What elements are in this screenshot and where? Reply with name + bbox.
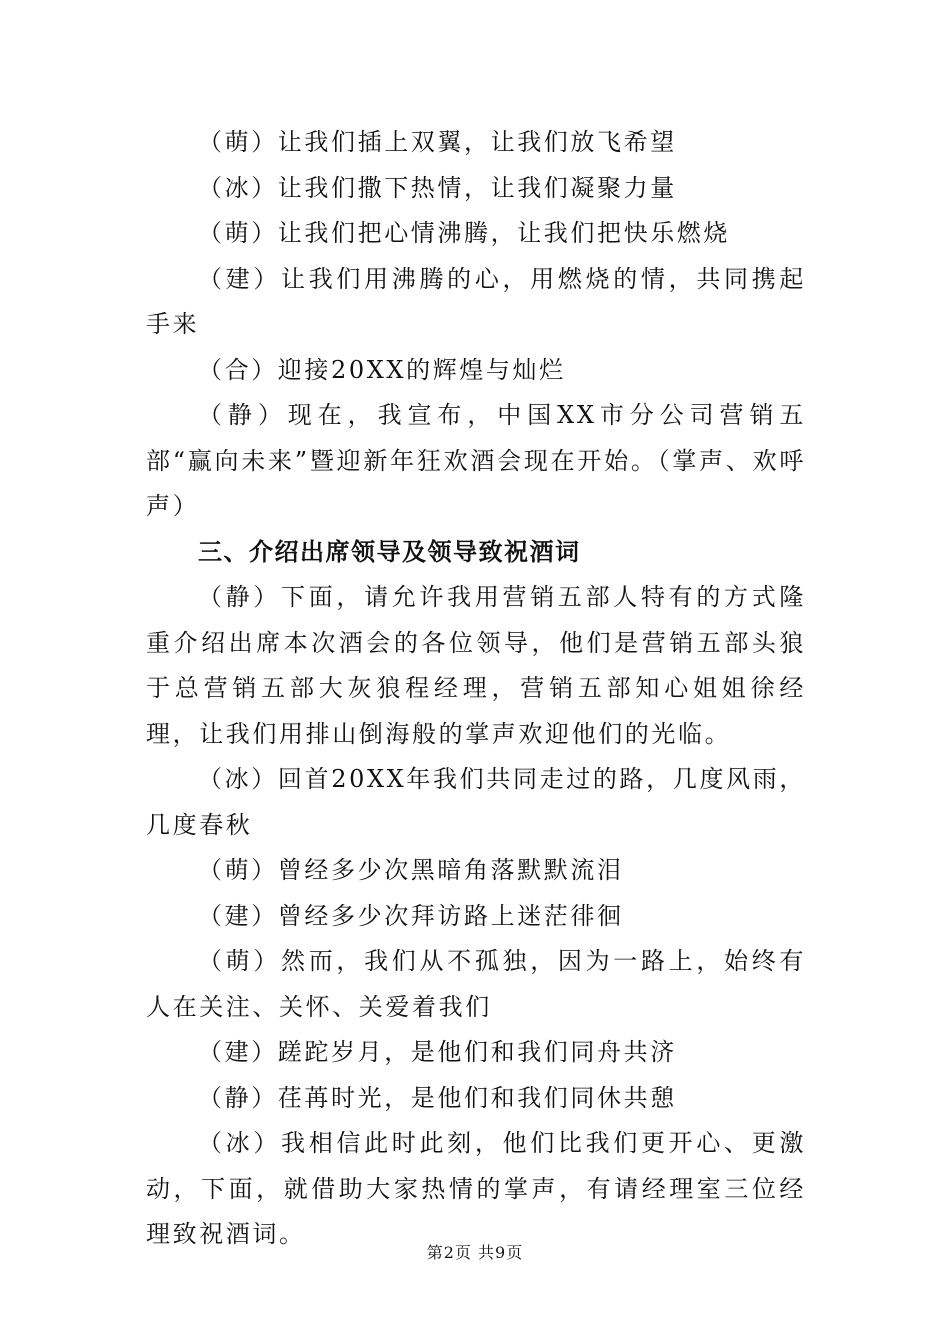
paragraph: （建）让我们用沸腾的心，用燃烧的情，共同携起手来: [146, 264, 806, 338]
paragraph: （萌）曾经多少次黑暗角落默默流泪: [198, 856, 624, 884]
paragraph: （建）蹉跎岁月，是他们和我们同舟共济: [198, 1038, 677, 1066]
paragraph: （静）现在，我宣布，中国XX市分公司营销五部“赢向未来”暨迎新年狂欢酒会现在开始。（掌声、欢呼声）: [146, 401, 806, 520]
page-number-footer: 第2页 共9页: [426, 1243, 524, 1262]
paragraph: （静）荏苒时光，是他们和我们同休共憩: [198, 1083, 677, 1112]
paragraph: （萌）然而，我们从不孤独，因为一路上，始终有人在关注、关怀、关爱着我们: [146, 947, 806, 1021]
document-body: [146, 120, 806, 1258]
paragraph: （萌）让我们插上双翼，让我们放飞希望: [198, 128, 677, 156]
paragraph: （冰）我相信此时此刻，他们比我们更开心、更激动，下面，就借助大家热情的掌声，有请经理室三位经理致祝酒词。: [146, 1129, 806, 1248]
paragraph: （静）下面，请允许我用营销五部人特有的方式隆重介绍出席本次酒会的各位领导，他们是营销五部头狼于总营销五部大灰狼程经理，营销五部知心姐姐徐经理，让我们用排山倒海般的掌声欢迎他们的光临。: [146, 583, 806, 748]
paragraph: （冰）回首20XX年我们共同走过的路，几度风雨，几度春秋: [146, 765, 806, 839]
paragraph: （冰）让我们撒下热情，让我们凝聚力量: [198, 173, 677, 202]
paragraph: （萌）让我们把心情沸腾，让我们把快乐燃烧: [198, 219, 730, 247]
paragraph: （合）迎接20XX的辉煌与灿烂: [198, 355, 566, 384]
section-heading: 三、介绍出席领导及领导致祝酒词: [198, 537, 581, 566]
paragraph: （建）曾经多少次拜访路上迷茫徘徊: [198, 901, 624, 930]
